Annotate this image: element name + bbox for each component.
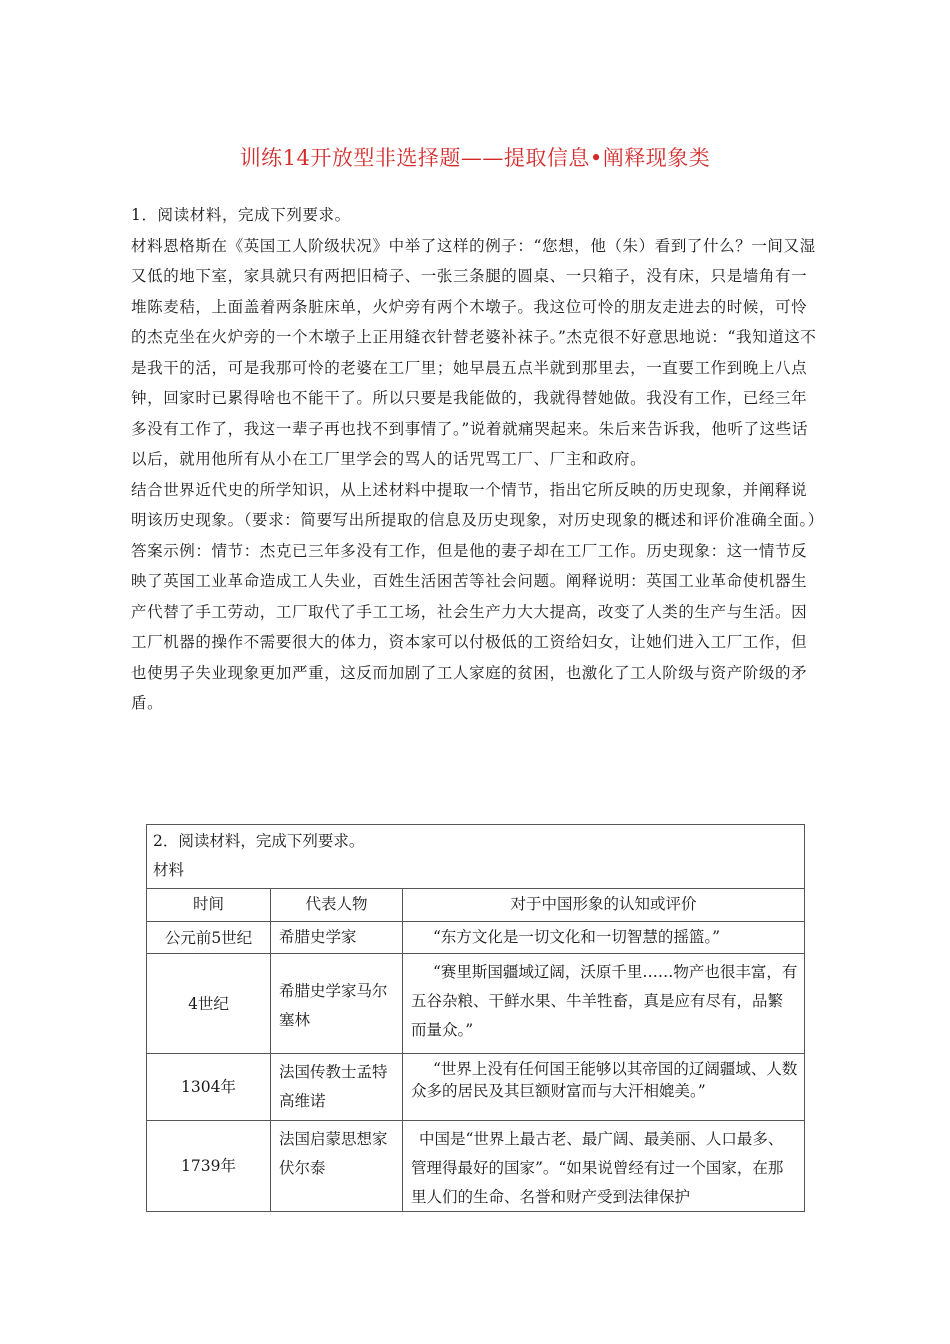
- table-row: [147, 1121, 805, 1212]
- row-person: 希腊史学家马尔塞林: [271, 954, 403, 1054]
- row-person: 希腊史学家: [271, 922, 403, 954]
- row-person: 法国启蒙思想家伏尔泰: [271, 1121, 403, 1212]
- row-evaluation: “世界上没有任何国王能够以其帝国的辽阔疆域、人数众多的居民及其巨额财富而与大汗相媲美。”: [411, 1060, 798, 1100]
- row-evaluation: “赛里斯国疆域辽阔，沃原千里……物产也很丰富，有五谷杂粮、干鲜水果、牛羊牲畜，真是应有尽有，品繁而量众。”: [403, 954, 805, 1054]
- question-1: [131, 200, 823, 719]
- q1-prompt: 1．阅读材料，完成下列要求。: [131, 206, 351, 224]
- row-time: 1304年: [147, 1054, 271, 1121]
- table-row: [147, 954, 805, 1054]
- row-person: 法国传教士孟特高维诺: [271, 1054, 403, 1121]
- page-title: 训练14开放型非选择题——提取信息•阐释现象类: [239, 146, 711, 170]
- row-time: 公元前5世纪: [164, 929, 253, 947]
- table-row: [147, 1054, 805, 1121]
- row-time: 4世纪: [147, 954, 271, 1054]
- column-header-time: 时间: [147, 889, 271, 922]
- q1-task: 结合世界近代史的所学知识，从上述材料中提取一个情节，指出它所反映的历史现象，并阐释说明该历史现象。（要求：简要写出所提取的信息及历史现象，对历史现象的概述和评价准确全面。）: [131, 480, 824, 529]
- q1-material: 材料恩格斯在《英国工人阶级状况》中举了这样的例子：“您想，他（朱）看到了什么？一间又湿又低的地下室，家具就只有两把旧椅子、一张三条腿的圆桌、一只箱子，没有床，只是墙角有一堆陈麦秸，上面盖着两条脏床单，火炉旁有两个木墩子。我这位可怜的朋友走进去的时候，可怜的杰克坐在火炉旁的一个木墩子上正用缝衣针替老婆补袜子。”杰克很不好意思地说：“我知道这不是我干的活，可是我那可怜的老婆在工厂里；她早晨五点半就到那里去，一直要工作到晚上八点钟，回家时已累得啥也不能干了。所以只要是我能做的，我就得替她做。我没有工作，已经三年多没有工作了，我这一辈子再也找不到事情了。”说着就痛哭起来。朱后来告诉我，他听了这些话以后，就用他所有从小在工厂里学会的骂人的话咒骂工厂、厂主和政府。: [131, 236, 817, 468]
- q2-prompt: 2．阅读材料，完成下列要求。: [153, 832, 365, 850]
- row-time: 1739年: [147, 1121, 271, 1212]
- row-evaluation: “东方文化是一切文化和一切智慧的摇篮。”: [403, 922, 805, 954]
- q1-answer: 答案示例：情节：杰克已三年多没有工作，但是他的妻子却在工厂工作。历史现象：这一情节反映了英国工业革命造成工人失业，百姓生活困苦等社会问题。阐释说明：英国工业革命使机器生产代替了手工劳动，工厂取代了手工工场，社会生产力大大提高，改变了人类的生产与生活。因工厂机器的操作不需要很大的体力，资本家可以付极低的工资给妇女，让她们进入工厂工作，但也使男子失业现象更加严重，这反而加剧了工人家庭的贫困，也激化了工人阶级与资产阶级的矛盾。: [131, 541, 808, 712]
- q2-material-label: 材料: [153, 861, 185, 879]
- table-row: [147, 922, 805, 954]
- column-header-person: 代表人物: [271, 889, 403, 922]
- column-header-evaluation: 对于中国形象的认知或评价: [403, 889, 805, 922]
- q2-header-cell: [147, 825, 805, 889]
- row-evaluation: 中国是“世界上最古老、最广阔、最美丽、人口最多、管理得最好的国家”。“如果说曾经有过一个国家，在那里人们的生命、名誉和财产受到法律保护: [411, 1130, 784, 1206]
- question-2-table: [146, 824, 805, 1212]
